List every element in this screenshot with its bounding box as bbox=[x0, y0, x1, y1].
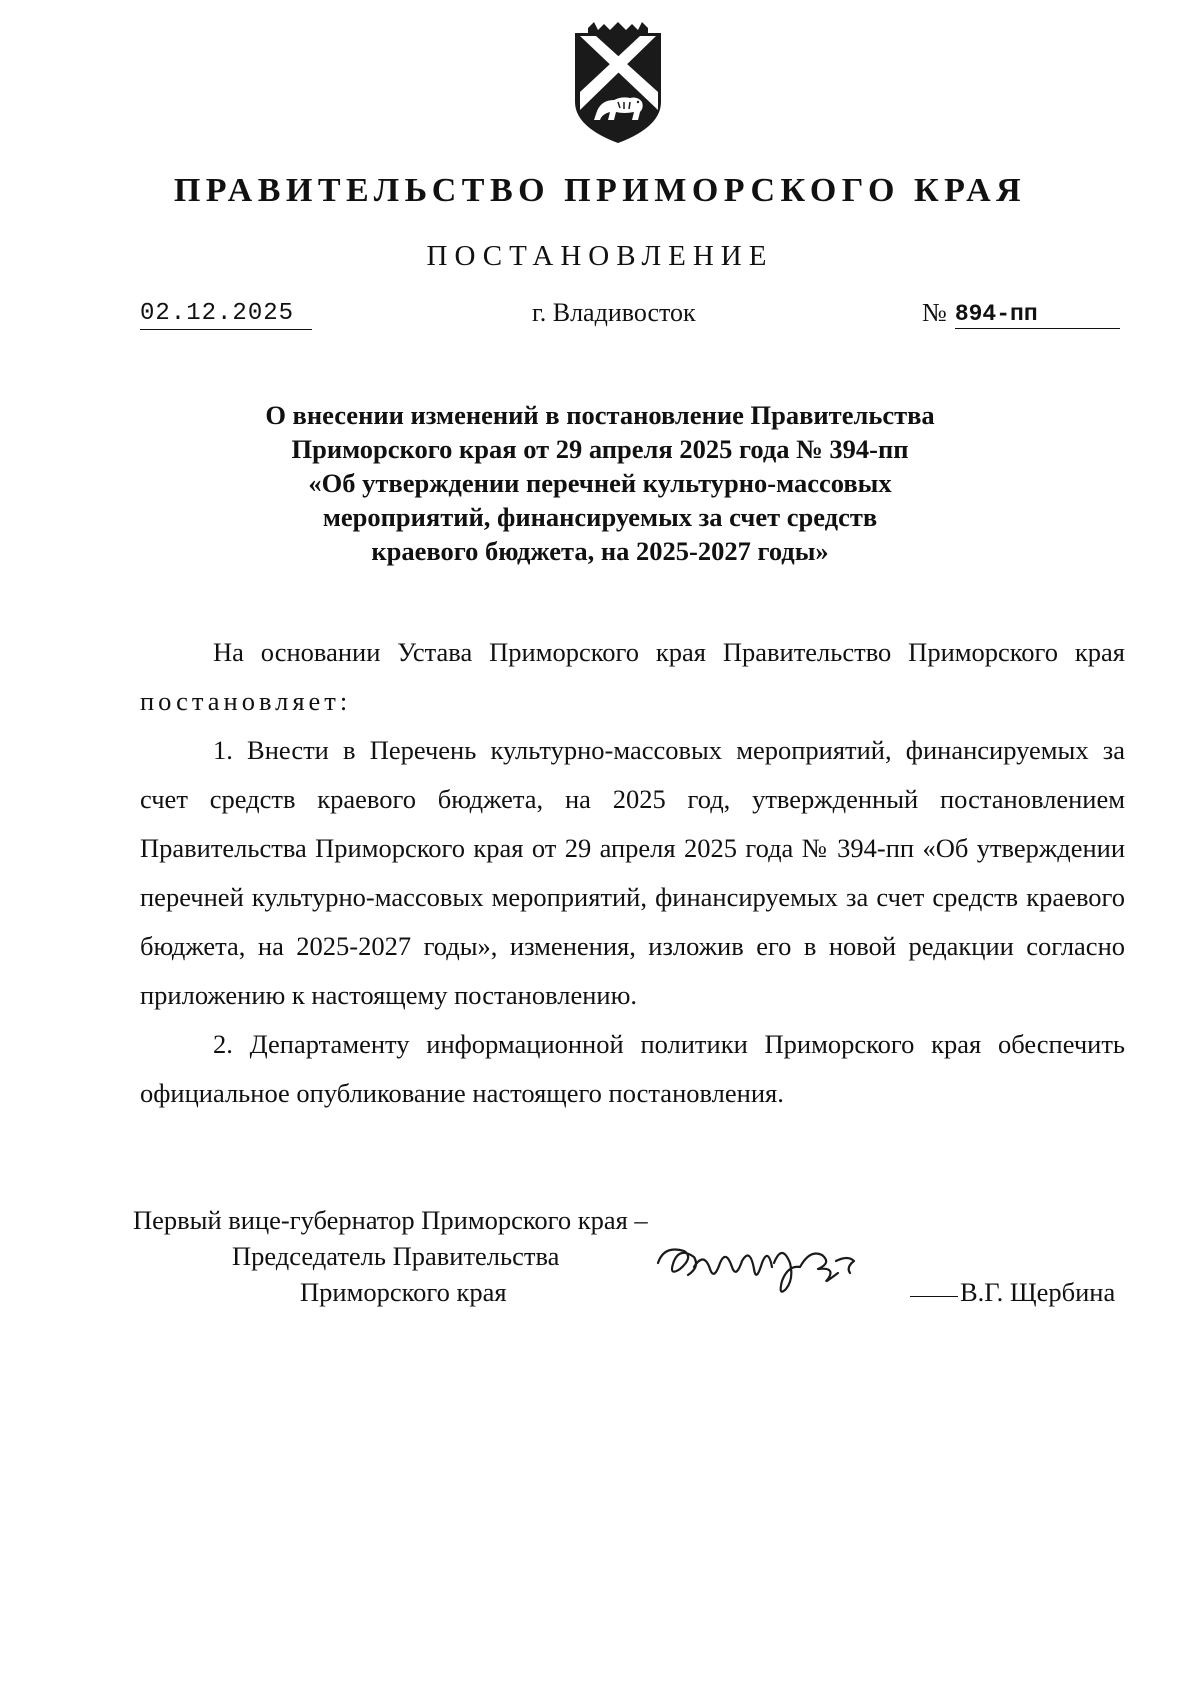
document-meta bbox=[0, 300, 1200, 340]
document-date: 02.12.2025 bbox=[140, 300, 312, 330]
government-title: ПРАВИТЕЛЬСТВО ПРИМОРСКОГО КРАЯ bbox=[173, 172, 1027, 209]
item-1-paragraph: 1. Внести в Перечень культурно-массовых мероприятий, финансируемых за счет средств краевого бюджета, на 2025 год, утвержденный постановлением Правительства Приморского края от 29 апреля 2025 года № 394-пп «Об утверждении перечней культурно-массовых мероприятий, финансируемых за счет средств краевого бюджета, на 2025-2027 годы», изменения, изложив его в новой редакции согласно приложению к настоящему постановлению. bbox=[140, 735, 1125, 1010]
signer-name: В.Г. Щербина bbox=[960, 1277, 1116, 1307]
decree-word: постановляет: bbox=[140, 686, 352, 716]
handwritten-signature-icon bbox=[650, 1233, 890, 1313]
signature-block bbox=[0, 1205, 1200, 1325]
subject-line: «Об утверждении перечней культурно-массовых bbox=[308, 468, 892, 498]
intro-text: На основании Устава Приморского края Правительство Приморского края bbox=[213, 637, 1125, 667]
document-type: ПОСТАНОВЛЕНИЕ bbox=[426, 240, 774, 272]
document-city: г. Владивосток bbox=[532, 298, 696, 327]
number-value: 894-пп bbox=[955, 298, 1120, 329]
subject-line: О внесении изменений в постановление Правительства bbox=[265, 400, 935, 430]
signer-position-line: Приморского края bbox=[300, 1277, 507, 1307]
document-body bbox=[140, 628, 1125, 1118]
coat-of-arms-icon bbox=[566, 22, 670, 146]
signer-position-line: Первый вице-губернатор Приморского края – bbox=[133, 1205, 648, 1235]
number-sign: № bbox=[922, 298, 947, 327]
signer-name-row bbox=[910, 1277, 1115, 1308]
document-number bbox=[922, 298, 1120, 329]
document-subject bbox=[180, 398, 1020, 568]
intro-paragraph bbox=[140, 628, 1125, 726]
item-2-paragraph: 2. Департаменту информационной политики Приморского края обеспечить официальное опубликование настоящего постановления. bbox=[140, 1029, 1125, 1108]
subject-line: Приморского края от 29 апреля 2025 года № 394-пп bbox=[291, 434, 909, 464]
signature-dash bbox=[910, 1296, 958, 1297]
subject-line: мероприятий, финансируемых за счет средств bbox=[322, 502, 878, 532]
signer-position-line: Председатель Правительства bbox=[232, 1241, 560, 1271]
subject-line: краевого бюджета, на 2025-2027 годы» bbox=[371, 536, 829, 566]
